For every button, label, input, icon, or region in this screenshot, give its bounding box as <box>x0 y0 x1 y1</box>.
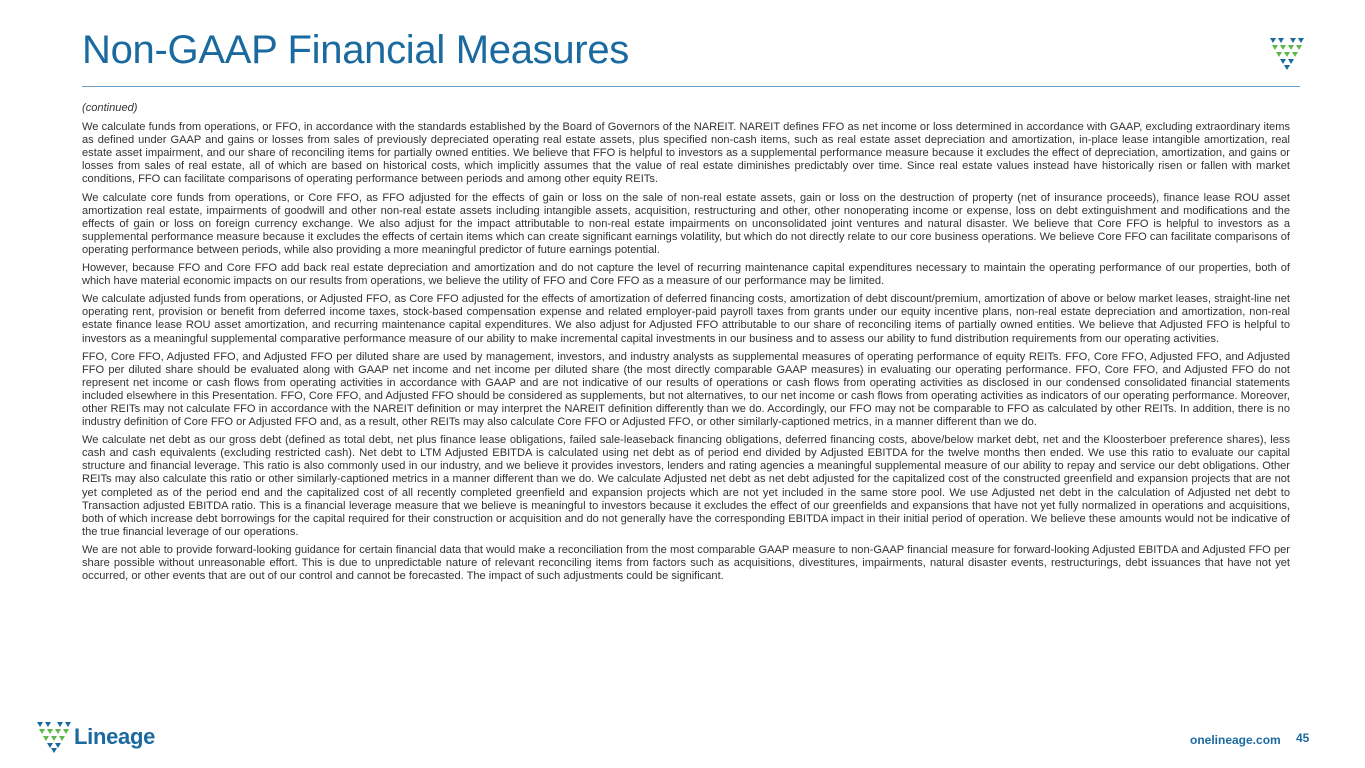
paragraph-ffo: We calculate funds from operations, or FFO, in accordance with the standards established by the Board of Governors of the NAREIT. NAREIT defines FFO as net income or loss determined in accordance with GAAP, excluding extraordinary items as defined under GAAP and gains or losses from sales of previously depreciated operating real estate assets, plus specified non-cash items, such as real estate asset depreciation and amortization, in-place lease intangible amortization, real estate asset impairment, and our share of reconciling items for partially owned entities. We believe that FFO is helpful to investors as a supplemental performance measure because it excludes the effect of depreciation, amortization, and gains or losses from sales of real estate, all of which are based on historical costs, which implicitly assumes that the value of real estate diminishes predictably over time. Since real estate values instead have historically risen or fallen with market conditions, FFO can facilitate comparisons of operating performance between periods and among other equity REITs. <box>82 121 1290 186</box>
lineage-shield-icon <box>1268 36 1306 72</box>
lineage-logo-icon <box>36 720 72 754</box>
paragraph-core-ffo: We calculate core funds from operations, or Core FFO, as FFO adjusted for the effects of gain or loss on the sale of non-real estate assets, gain or loss on the destruction of property (net of insurance proceeds), finance lease ROU asset amortization real estate, impairments of goodwill and other non-real estate assets including intangible assets, acquisition, restructuring and other, other nonoperating income or expense, loss on debt extinguishment and modifications and the effects of gain or loss on foreign currency exchange. We also adjust for the impact attributable to non-real estate impairments on unconsolidated joint ventures and natural disaster. We believe that Core FFO is helpful to investors as a supplemental performance measure because it excludes the effects of certain items which can create significant earnings volatility, but which do not directly relate to our core business operations. We believe Core FFO can facilitate comparisons of operating performance between periods, while also providing a more meaningful predictor of future earnings potential. <box>82 191 1290 256</box>
paragraph-usage: FFO, Core FFO, Adjusted FFO, and Adjusted FFO per diluted share are used by management, investors, and industry analysts as supplemental measures of operating performance of equity REITs. FFO, Core FFO, Adjusted FFO, and Adjusted FFO per diluted share should be evaluated along with GAAP net income and net income per diluted share (the most directly comparable GAAP measures) in evaluating our operating performance. FFO, Core FFO, and Adjusted FFO do not represent net income or cash flows from operating activities in accordance with GAAP and are not indicative of our results of operations or cash flows from operating activities as disclosed in our condensed consolidated financial statements included elsewhere in this Presentation. FFO, Core FFO, and Adjusted FFO should be considered as supplements, but not alternatives, to our net income or cash flows from operating activities as indicators of our operating performance. Moreover, other REITs may not calculate FFO in accordance with the NAREIT definition or may interpret the NAREIT definition differently than we do. Accordingly, our FFO may not be comparable to FFO as calculated by other REITs. In addition, there is no industry definition of Core FFO or Adjusted FFO and, as a result, other REITs may also calculate Core FFO or Adjusted FFO, or other similarly-captioned metrics, in a manner different than we do. <box>82 350 1290 429</box>
continued-label: (continued) <box>82 102 138 114</box>
paragraph-limitations: However, because FFO and Core FFO add back real estate depreciation and amortization and do not capture the level of recurring maintenance capital expenditures necessary to maintain the operating performance of our properties, both of which have material economic impacts on our results from operations, we believe the utility of FFO and Core FFO as a measure of our performance may be limited. <box>82 262 1290 288</box>
website-link[interactable]: onelineage.com <box>1190 733 1281 747</box>
paragraph-adjusted-ffo: We calculate adjusted funds from operations, or Adjusted FFO, as Core FFO adjusted for the effects of amortization of deferred financing costs, amortization of debt discount/premium, amortization of above or below market leases, straight-line net operating rent, provision or benefit from deferred income taxes, stock-based compensation expense and related employer-paid payroll taxes from grants under our equity incentive plans, non-real estate depreciation and amortization, non-real estate finance lease ROU asset amortization, and recurring maintenance capital expenditures. We also adjust for Adjusted FFO attributable to our share of reconciling items of partially owned entities. We believe that Adjusted FFO is helpful to investors as a meaningful supplemental comparative performance measure of our ability to make incremental capital investments in our business and to assess our ability to fund distribution requirements from our operating activities. <box>82 293 1290 345</box>
page-title: Non-GAAP Financial Measures <box>82 28 629 72</box>
body-text <box>82 102 1290 588</box>
page-number: 45 <box>1296 731 1310 745</box>
header-divider <box>82 86 1300 87</box>
brand-name: Lineage <box>74 724 156 749</box>
paragraph-forward-looking: We are not able to provide forward-looking guidance for certain financial data that would make a reconciliation from the most comparable GAAP measure to non-GAAP financial measure for forward-looking Adjusted EBITDA and Adjusted FFO per share possible without unreasonable effort. This is due to unpredictable nature of relevant reconciling items from factors such as acquisitions, divestitures, impairments, natural disaster events, restructurings, debt issuances that have not yet occurred, or other events that are out of our control and cannot be forecasted. The impact of such adjustments could be significant. <box>82 543 1290 583</box>
paragraph-net-debt: We calculate net debt as our gross debt (defined as total debt, net plus finance lease obligations, failed sale-leaseback financing obligations, deferred financing costs, above/below market debt, net and the Kloosterboer preference shares), less cash and cash equivalents (excluding restricted cash). Net debt to LTM Adjusted EBITDA is calculated using net debt as of period end divided by Adjusted EBITDA for the twelve months then ended. We use this ratio to evaluate our capital structure and financial leverage. This ratio is also commonly used in our industry, and we believe it provides investors, lenders and rating agencies a meaningful supplemental measure of our ability to repay and service our debt obligations. Other REITs may also calculate this ratio or other similarly-captioned metrics in a manner different than we do. We calculate Adjusted net debt as net debt adjusted for the capitalized cost of the constructed greenfield and expansion projects that are not yet completed as of the period end and the capitalized cost of all recently completed greenfield and expansion projects which are not yet included in the same store pool. We use Adjusted net debt in the calculation of Adjusted net debt to Transaction adjusted EBITDA ratio. This is a financial leverage measure that we believe is meaningful to investors because it excludes the effect of our greenfields and expansions that have not yet fully normalized in operations and acquisitions, both of which increase debt borrowings for the capital required for their construction or acquisition and do not generally have the corresponding EBITDA impact in their initial period of operation. We believe these amounts would not be indicative of the true financial leverage of our operations. <box>82 434 1290 538</box>
